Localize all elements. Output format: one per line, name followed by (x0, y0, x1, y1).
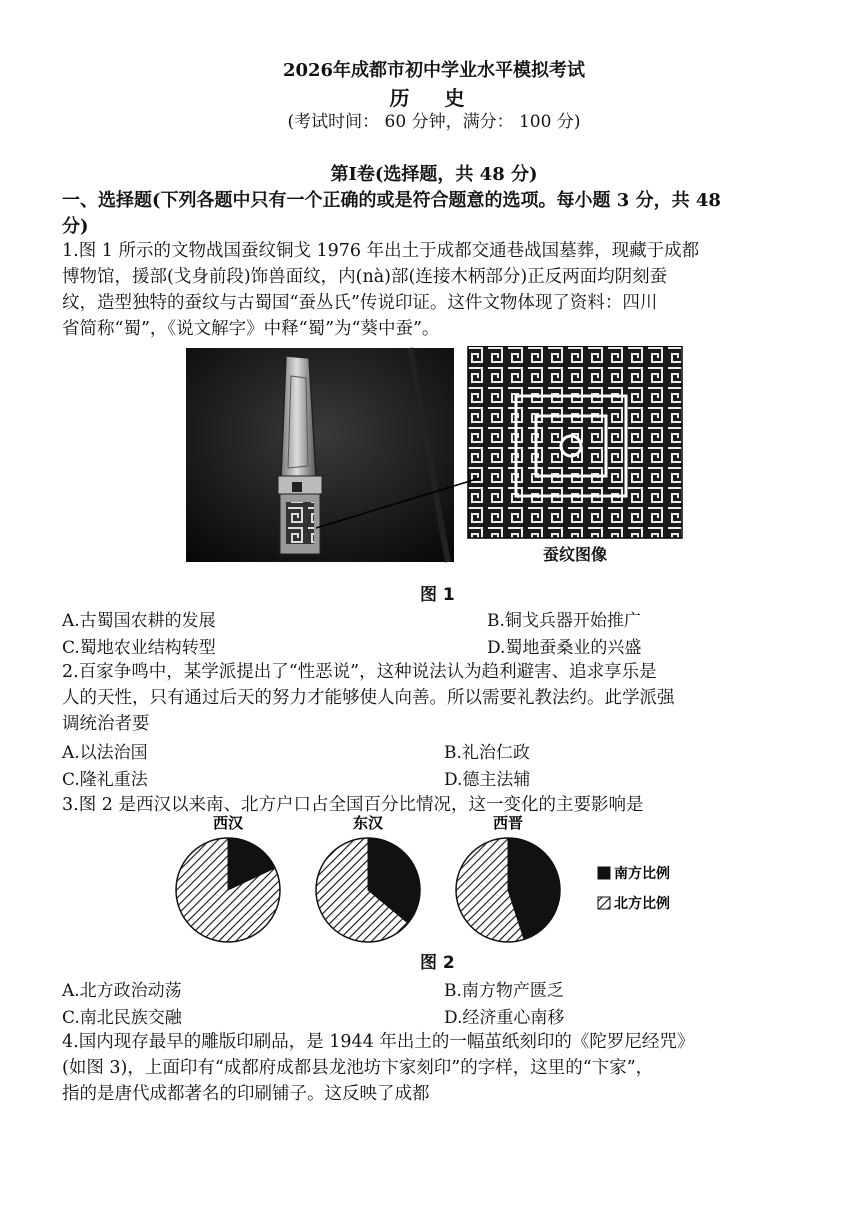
question-1-line: 省简称“蜀”，《说文解字》中释“蜀”为“葵中蚕”。 (62, 319, 440, 339)
question-4-text (62, 1029, 694, 1107)
exam-title: 2026年成都市初中学业水平模拟考试 (282, 60, 586, 81)
q1-option-b[interactable]: B.铜戈兵器开始推广 (487, 611, 641, 631)
figure-2-caption: 图 2 (420, 953, 455, 973)
legend-swatch-south (598, 867, 610, 879)
silkworm-image-label: 蚕纹图像 (542, 545, 608, 564)
legend-label: 北方比例 (614, 896, 670, 912)
q3-option-c[interactable]: C.南北民族交融 (62, 1008, 182, 1028)
question-4-line: (如图 3)，上面印有“成都府成都县龙池坊卞家刻印”的字样，这里的“卞家”， (62, 1058, 654, 1078)
q1-option-a[interactable]: A.古蜀国农耕的发展 (62, 611, 216, 631)
q1-option-c[interactable]: C.蜀地农业结构转型 (62, 638, 216, 658)
question-1-line: 博物馆，援部(戈身前段)饰兽面纹，内(nà)部(连接木柄部分)正反两面均阴刻蚕 (62, 267, 668, 287)
question-2-line: 人的天性，只有通过后天的努力才能够使人向善。所以需要礼教法约。此学派强 (62, 688, 675, 708)
q2-option-c[interactable]: C.隆礼重法 (62, 770, 148, 790)
silkworm-pattern-image (468, 346, 682, 538)
pie-title: 西晋 (492, 814, 524, 832)
section-instruction: 一、选择题(下列各题中只有一个正确的或是符合题意的选项。每小题 3 分，共 48 (62, 190, 721, 211)
question-3-text: 3.图 2 是西汉以来南、北方户口占全国百分比情况，这一变化的主要影响是 (62, 795, 644, 815)
q1-option-d[interactable]: D.蜀地蚕桑业的兴盛 (487, 638, 642, 658)
exam-info: (考试时间： 60 分钟，满分： 100 分) (287, 112, 581, 132)
section-title: 第Ⅰ卷(选择题，共 48 分) (330, 164, 538, 185)
figure-1-caption: 图 1 (420, 585, 455, 605)
bronze-ge-photo (186, 348, 454, 562)
pie-title: 东汉 (352, 814, 384, 832)
question-1-line: 1.图 1 所示的文物战国蚕纹铜戈 1976 年出土于成都交通巷战国墓葬，现藏于成都 (62, 241, 700, 261)
q2-option-d[interactable]: D.德主法辅 (444, 770, 531, 790)
question-4-line: 指的是唐代成都著名的印刷铺子。这反映了成都 (62, 1084, 430, 1104)
subject-title: 历 史 (389, 86, 479, 110)
figure-2-pie-charts (150, 814, 730, 944)
question-1-line: 纹，造型独特的蚕纹与古蜀国“蚕丛氏”传说印证。这件文物体现了资料：四川 (62, 293, 658, 313)
question-1-text (62, 238, 699, 342)
question-4-line: 4.国内现存最早的雕版印刷品，是 1944 年出土的一幅茧纸刻印的《陀罗尼经咒》 (62, 1032, 695, 1052)
question-2-line: 调统治者要 (62, 714, 150, 734)
legend-label: 南方比例 (614, 866, 670, 882)
figure-1-photos (186, 346, 686, 572)
pie-title: 西汉 (212, 814, 244, 832)
section-instruction-cont: 分) (62, 216, 89, 237)
question-2-line: 2.百家争鸣中，某学派提出了“性恶说”，这种说法认为趋利避害、追求享乐是 (62, 662, 657, 682)
question-2-text (62, 659, 675, 737)
q2-option-b[interactable]: B.礼治仁政 (444, 743, 530, 763)
q3-option-b[interactable]: B.南方物产匮乏 (444, 981, 564, 1001)
q3-option-d[interactable]: D.经济重心南移 (444, 1008, 565, 1028)
legend-swatch-north (598, 897, 610, 909)
q2-option-a[interactable]: A.以法治国 (62, 743, 148, 763)
q3-option-a[interactable]: A.北方政治动荡 (62, 981, 182, 1001)
